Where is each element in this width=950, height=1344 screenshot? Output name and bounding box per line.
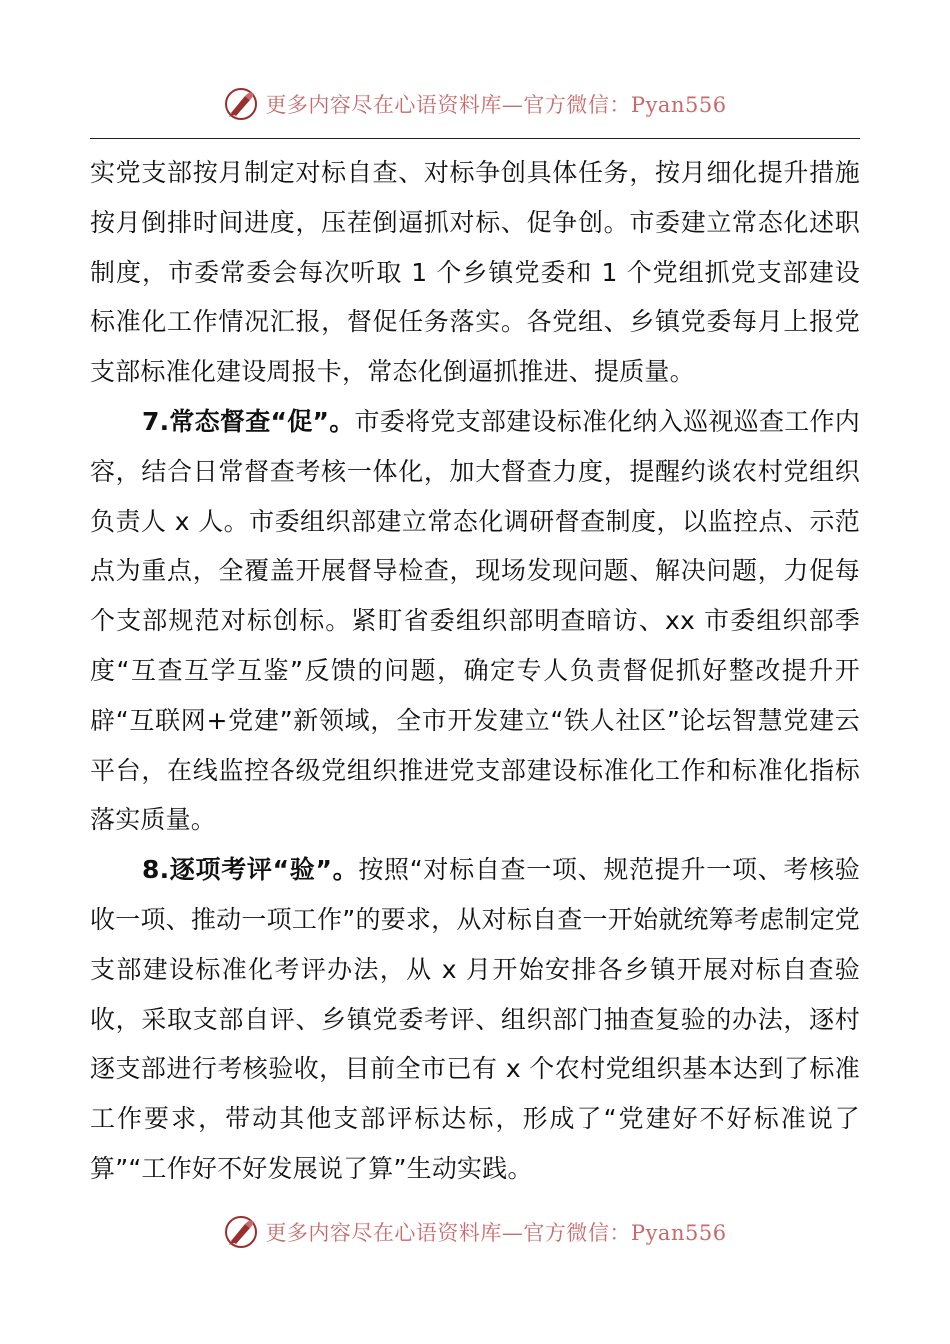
header-banner-text: 更多内容尽在心语资料库—官方微信：Pyan556 <box>265 93 727 117</box>
section-8-text: 按照“对标自查一项、规范提升一项、考核验收一项、推动一项工作”的要求，从对标自查一开始就统筹考虑制定党支部建设标准化考评办法，从 x 月开始安排各乡镇开展对标自查验收，采取支部自评、乡镇党委考评、组织部门抽查复验的办法，逐村逐支部进行考核验收，目前全市已有 x 个农村党组织基本达到了标准工作要求，带动其他支部评标达标，形成了“党建好不好标准说了算”“工作好不好发展说了算”生动实践。 <box>90 855 860 1183</box>
section-8-paragraph <box>90 845 860 1194</box>
pen-nib-logo-icon <box>223 86 259 122</box>
header-divider <box>90 138 860 139</box>
footer-banner-text: 更多内容尽在心语资料库—官方微信：Pyan556 <box>265 1221 727 1245</box>
document-body <box>90 148 860 1194</box>
section-8-heading: 8.逐项考评“验”。 <box>142 855 359 885</box>
pen-nib-logo-icon <box>223 1214 259 1250</box>
section-7-heading: 7.常态督查“促”。 <box>142 406 355 436</box>
footer-banner <box>0 1212 950 1252</box>
paragraph-continuation: 实党支部按月制定对标自查、对标争创具体任务，按月细化提升措施按月倒排时间进度，压茬倒逼抓对标、促争创。市委建立常态化述职制度，市委常委会每次听取 1 个乡镇党委和 1 个党组抓党支部建设标准化工作情况汇报，督促任务落实。各党组、乡镇党委每月上报党支部标准化建设周报卡，常态化倒逼抓推进、提质量。 <box>90 158 860 387</box>
section-7-paragraph <box>90 397 860 845</box>
header-banner <box>0 84 950 124</box>
section-7-text: 市委将党支部建设标准化纳入巡视巡查工作内容，结合日常督查考核一体化，加大督查力度，提醒约谈农村党组织负责人 x 人。市委组织部建立常态化调研督查制度，以监控点、示范点为重点，全覆盖开展督导检查，现场发现问题、解决问题，力促每个支部规范对标创标。紧盯省委组织部明查暗访、xx 市委组织部季度“互查互学互鉴”反馈的问题，确定专人负责督促抓好整改提升开辟“互联网+党建”新领域，全市开发建立“铁人社区”论坛智慧党建云平台，在线监控各级党组织推进党支部建设标准化工作和标准化指标落实质量。 <box>90 406 860 835</box>
